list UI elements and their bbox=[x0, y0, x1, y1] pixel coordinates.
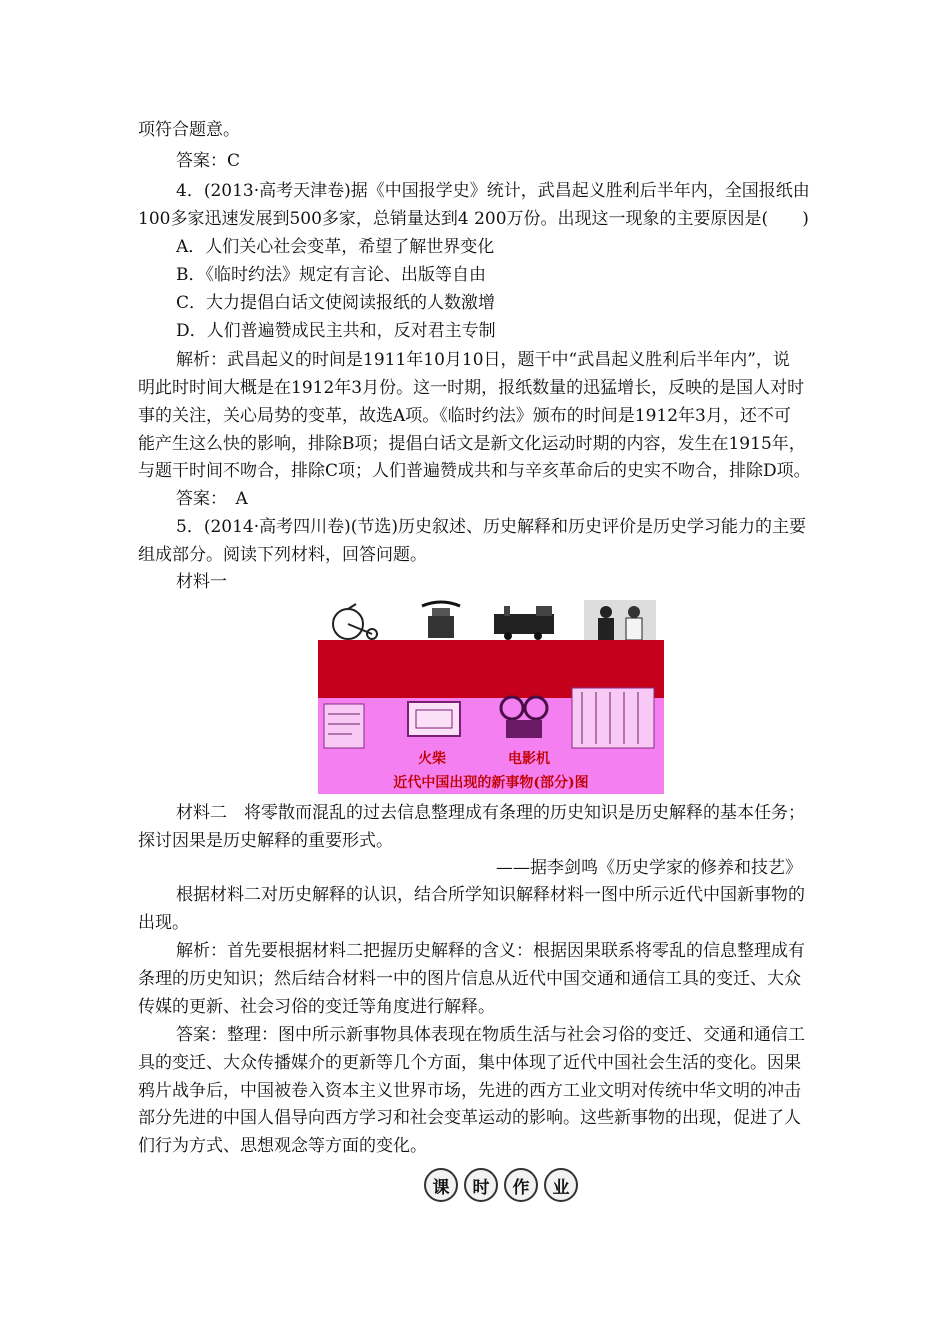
badge-char: 课 bbox=[424, 1168, 458, 1202]
answer-5-line1: 答案：整理：图中所示新事物具体表现在物质生活与社会习俗的变迁、交通和通信工 bbox=[176, 1025, 805, 1045]
bicycle-icon bbox=[328, 600, 380, 640]
matchbox-icon bbox=[404, 698, 464, 742]
analysis-4-line5: 与题干时间不吻合，排除C项；人们普遍赞成共和与辛亥革命后的史实不吻合，排除D项。 bbox=[138, 461, 811, 481]
analysis-5-line2: 条理的历史知识；然后结合材料一中的图片信息从近代中国交通和通信工具的变迁、大众 bbox=[138, 969, 801, 989]
answer-5-line2: 具的变迁、大众传播媒介的更新等几个方面，集中体现了近代中国社会生活的变化。因果 bbox=[138, 1053, 801, 1073]
material-one-figure bbox=[318, 598, 664, 794]
badge-char: 业 bbox=[544, 1168, 578, 1202]
figure-photo-strip bbox=[318, 598, 664, 640]
analysis-5-line1: 解析：首先要根据材料二把握历史解释的含义：根据因果联系将零乱的信息整理成有 bbox=[176, 941, 805, 961]
chinese-newspaper-icon bbox=[568, 684, 658, 750]
analysis-4-line4: 能产生这么快的影响，排除B项；提倡白话文是新文化运动时期的内容，发生在1915年， bbox=[138, 434, 806, 454]
material-two-source: ——据李剑鸣《历史学家的修养和技艺》 bbox=[496, 858, 802, 878]
people-photo-icon bbox=[584, 600, 656, 640]
option-c: C．大力提倡白话文使阅读报纸的人数激增 bbox=[176, 293, 496, 313]
section-badge bbox=[424, 1168, 578, 1202]
question-5-line1: 5．(2014·高考四川卷)(节选)历史叙述、历史解释和历史评价是历史学习能力的主要 bbox=[176, 517, 807, 537]
question-4-line2: 100多家迅速发展到500多家，总销量达到4 200万份。出现这一现象的主要原因是( ) bbox=[138, 209, 809, 229]
answer-4: 答案： A bbox=[176, 489, 248, 509]
option-d: D．人们普遍赞成民主共和，反对君主专制 bbox=[176, 321, 496, 341]
badge-char: 作 bbox=[504, 1168, 538, 1202]
material-two-line2: 探讨因果是历史解释的重要形式。 bbox=[138, 831, 393, 851]
question-5-line2: 组成部分。阅读下列材料，回答问题。 bbox=[138, 545, 427, 565]
analysis-4-line1: 解析：武昌起义的时间是1911年10月10日，题干中“武昌起义胜利后半年内”，说 bbox=[176, 350, 790, 370]
label-projector: 电影机 bbox=[508, 751, 550, 767]
figure-caption: 近代中国出现的新事物(部分)图 bbox=[393, 775, 589, 791]
answer-5-line4: 部分先进的中国人倡导向西方学习和社会变革运动的影响。这些新事物的出现，促进了人 bbox=[138, 1108, 801, 1128]
answer-5-line3: 鸦片战争后，中国被卷入资本主义世界市场，先进的西方工业文明对传统中华文明的冲击 bbox=[138, 1081, 801, 1101]
option-b: B．《临时约法》规定有言论、出版等自由 bbox=[176, 265, 486, 285]
train-icon bbox=[490, 600, 566, 640]
analysis-4-line2: 明此时时间大概是在1912年3月份。这一时期，报纸数量的迅猛增长，反映的是国人对时 bbox=[138, 378, 805, 398]
pink-band bbox=[318, 698, 664, 794]
task-line2: 出现。 bbox=[138, 913, 189, 933]
badge-char: 时 bbox=[464, 1168, 498, 1202]
option-a: A．人们关心社会变革，希望了解世界变化 bbox=[176, 237, 495, 257]
newspaper-icon bbox=[322, 702, 366, 750]
analysis-5-line3: 传媒的更新、社会习俗的变迁等角度进行解释。 bbox=[138, 997, 495, 1017]
answer-5-line5: 们行为方式、思想观念等方面的变化。 bbox=[138, 1136, 427, 1156]
film-projector-icon bbox=[494, 694, 558, 744]
material-two-line1: 材料二 将零散而混乱的过去信息整理成有条理的历史知识是历史解释的基本任务； bbox=[176, 803, 805, 823]
task-line1: 根据材料二对历史解释的认识，结合所学知识解释材料一图中所示近代中国新事物的 bbox=[176, 885, 805, 905]
material-one-label: 材料一 bbox=[176, 572, 227, 592]
analysis-4-line3: 事的关注，关心局势的变革，故选A项。《临时约法》颁布的时间是1912年3月，还不可 bbox=[138, 406, 791, 426]
label-match: 火柴 bbox=[418, 751, 446, 767]
line-1: 项符合题意。 bbox=[138, 120, 240, 140]
answer-3: 答案：C bbox=[176, 151, 241, 171]
question-4-line1: 4．(2013·高考天津卷)据《中国报学史》统计，武昌起义胜利后半年内，全国报纸由 bbox=[176, 181, 810, 201]
telephone-icon bbox=[418, 600, 464, 640]
